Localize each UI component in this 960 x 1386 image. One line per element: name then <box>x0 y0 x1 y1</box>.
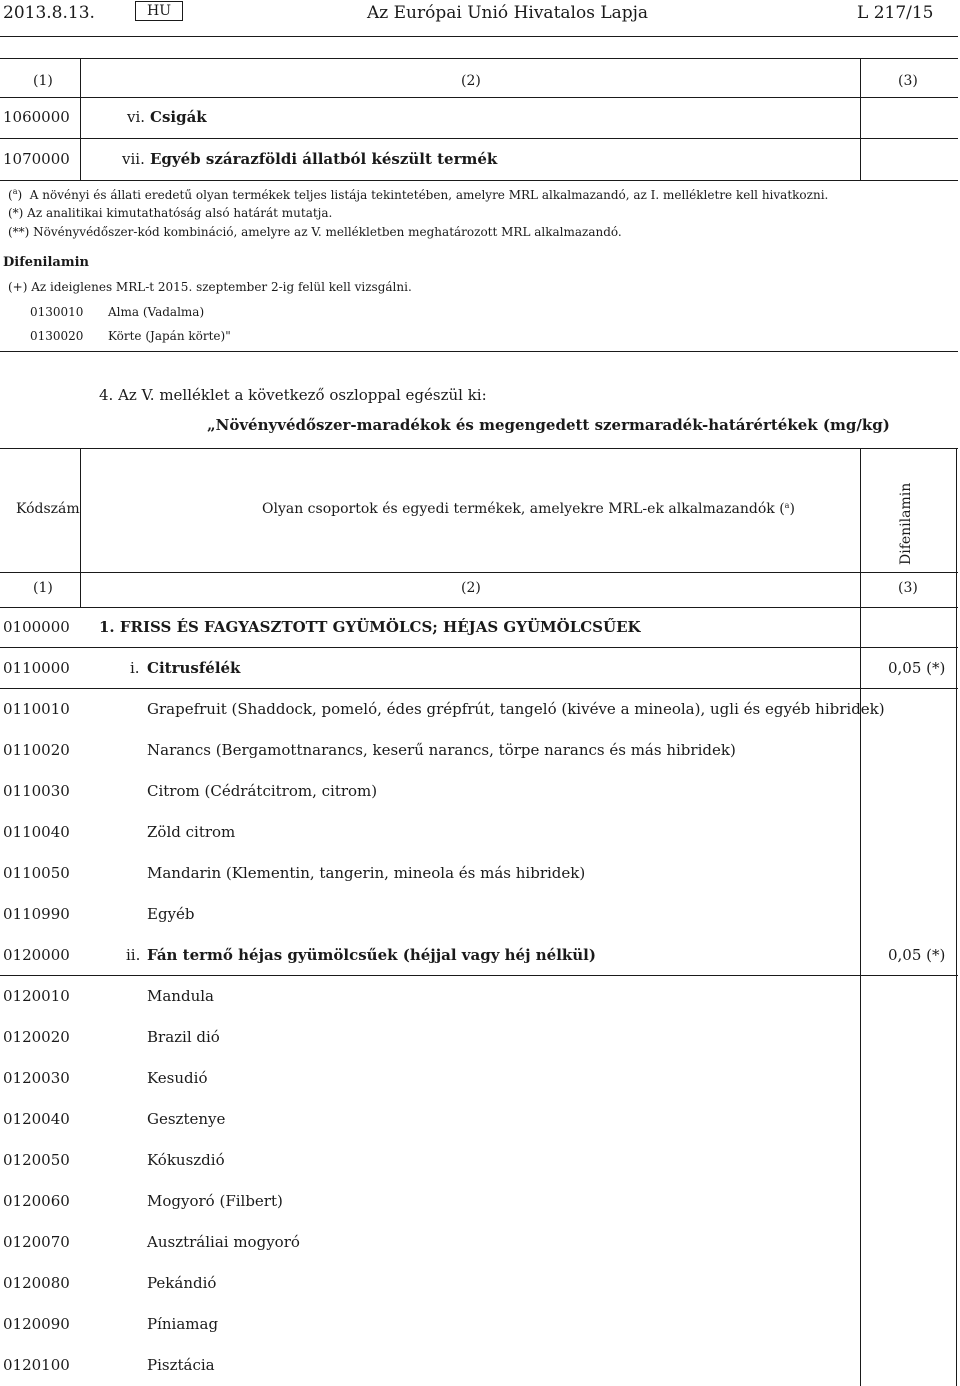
table-row-name: Narancs (Bergamottnarancs, keserű narancs, törpe narancs és más hibridek) <box>147 741 736 759</box>
rule <box>0 688 958 689</box>
rule <box>0 448 958 449</box>
rule <box>0 607 958 608</box>
table-row-name: Citrusfélék <box>147 659 241 677</box>
col-header-3: (3) <box>898 73 918 89</box>
column-header-code: Kódszám <box>16 501 80 517</box>
amendment-instruction: 4. Az V. melléklet a következő oszloppal egészül ki: <box>99 386 487 404</box>
footnote-a: ($^a$) A növényi és állati eredetű olyan termékek teljes listája tekintetében, amelyre MRL alkalmazandó, az I. mellékletre kell hivatkozni. <box>8 187 829 202</box>
journal-title: Az Európai Unió Hivatalos Lapja <box>367 3 649 23</box>
table-row-code: 0120080 <box>3 1274 70 1292</box>
table-row-code: 0120030 <box>3 1069 70 1087</box>
table-row-code: 0120020 <box>3 1028 70 1046</box>
list-item-code: 0130010 <box>30 305 84 319</box>
column-header-description: Olyan csoportok és egyedi termékek, amelyekre MRL-ek alkalmazandók ($^a$) <box>262 501 795 517</box>
table-row-name: Fán termő héjas gyümölcsűek (héjjal vagy héj nélkül) <box>147 946 596 964</box>
table-row-name: Brazil dió <box>147 1028 220 1046</box>
table-row-code: 0110040 <box>3 823 70 841</box>
table-row-code: 0110010 <box>3 700 70 718</box>
table-row-name: Pekándió <box>147 1274 217 1292</box>
rule <box>0 58 958 59</box>
column-header-difenilamin: Difenilamin <box>898 482 914 565</box>
rule <box>0 36 958 37</box>
table-row-num: vi. <box>127 108 146 126</box>
table-row-value: 0,05 (*) <box>888 659 946 677</box>
col-number-2: (2) <box>461 580 481 596</box>
table-row-code: 0110990 <box>3 905 70 923</box>
table-title: „Növényvédőszer-maradékok és megengedett szermaradék-határértékek (mg/kg) <box>207 416 890 434</box>
rule <box>0 97 958 98</box>
list-item-name: Alma (Vadalma) <box>108 305 205 319</box>
list-item-name: Körte (Japán körte)" <box>108 329 231 343</box>
table-row-code: 0120050 <box>3 1151 70 1169</box>
rule <box>0 180 958 181</box>
table-row-name: Píniamag <box>147 1315 219 1333</box>
table-row-code: 0120000 <box>3 946 70 964</box>
table-row-name: Zöld citrom <box>147 823 236 841</box>
footnote-star: (*) Az analitikai kimutathatóság alsó határát mutatja. <box>8 206 333 220</box>
header-date: 2013.8.13. <box>3 3 95 23</box>
table-row-code: 0120010 <box>3 987 70 1005</box>
col-header-2: (2) <box>461 73 481 89</box>
table-row-code: 0120070 <box>3 1233 70 1251</box>
rule <box>0 138 958 139</box>
list-item-code: 0130020 <box>30 329 84 343</box>
table-row-name: Mandula <box>147 987 214 1005</box>
table-row-code: 0110050 <box>3 864 70 882</box>
table-row-name: Csigák <box>150 108 207 126</box>
rule <box>0 572 958 573</box>
footnote-double-star: (**) Növényvédőszer-kód kombináció, amelyre az V. mellékletben meghatározott MRL alkalmazandó. <box>8 225 622 239</box>
rule <box>0 975 958 976</box>
table-row-num: vii. <box>122 150 145 168</box>
table-row-code: 0120100 <box>3 1356 70 1374</box>
table-row-code: 1070000 <box>3 150 70 168</box>
substance-title: Difenilamin <box>3 255 89 270</box>
table-row-name: Kókuszdió <box>147 1151 225 1169</box>
table-row-name: Kesudió <box>147 1069 208 1087</box>
table-row-name: Grapefruit (Shaddock, pomeló, édes grépfrút, tangeló (kivéve a mineola), ugli és egyéb hibridek) <box>147 700 885 718</box>
table-row-code: 1060000 <box>3 108 70 126</box>
table-row-code: 0120060 <box>3 1192 70 1210</box>
col-number-1: (1) <box>33 580 53 596</box>
table-row-value: 0,05 (*) <box>888 946 946 964</box>
group-code: 0100000 <box>3 618 70 636</box>
substance-note: (+) Az ideiglenes MRL-t 2015. szeptember 2-ig felül kell vizsgálni. <box>8 280 412 294</box>
footnote-a-mark: a <box>12 187 18 196</box>
table-row-name: Mogyoró (Filbert) <box>147 1192 283 1210</box>
table-row-code: 0110020 <box>3 741 70 759</box>
language-badge: HU <box>135 1 183 21</box>
col-divider <box>860 58 861 180</box>
table-row-name: Egyéb szárazföldi állatból készült termék <box>150 150 498 168</box>
rule <box>0 351 958 352</box>
rule <box>0 647 958 648</box>
col-header-1: (1) <box>33 73 53 89</box>
table-row-name: Egyéb <box>147 905 195 923</box>
table-row-num: ii. <box>126 946 141 964</box>
col-divider <box>860 448 861 1386</box>
col-divider <box>80 448 81 608</box>
table-row-code: 0120090 <box>3 1315 70 1333</box>
page-reference: L 217/15 <box>857 3 934 23</box>
table-row-name: Pisztácia <box>147 1356 215 1374</box>
col-divider <box>80 58 81 180</box>
group-title: 1. FRISS ÉS FAGYASZTOTT GYÜMÖLCS; HÉJAS GYÜMÖLCSŰEK <box>99 618 641 636</box>
col-number-3: (3) <box>898 580 918 596</box>
table-row-code: 0110000 <box>3 659 70 677</box>
table-row-code: 0110030 <box>3 782 70 800</box>
table-row-name: Citrom (Cédrátcitrom, citrom) <box>147 782 378 800</box>
table-row-num: i. <box>130 659 140 677</box>
col-divider <box>956 448 957 1386</box>
table-row-name: Gesztenye <box>147 1110 226 1128</box>
table-row-name: Ausztráliai mogyoró <box>147 1233 300 1251</box>
table-row-name: Mandarin (Klementin, tangerin, mineola és más hibridek) <box>147 864 586 882</box>
table-row-code: 0120040 <box>3 1110 70 1128</box>
